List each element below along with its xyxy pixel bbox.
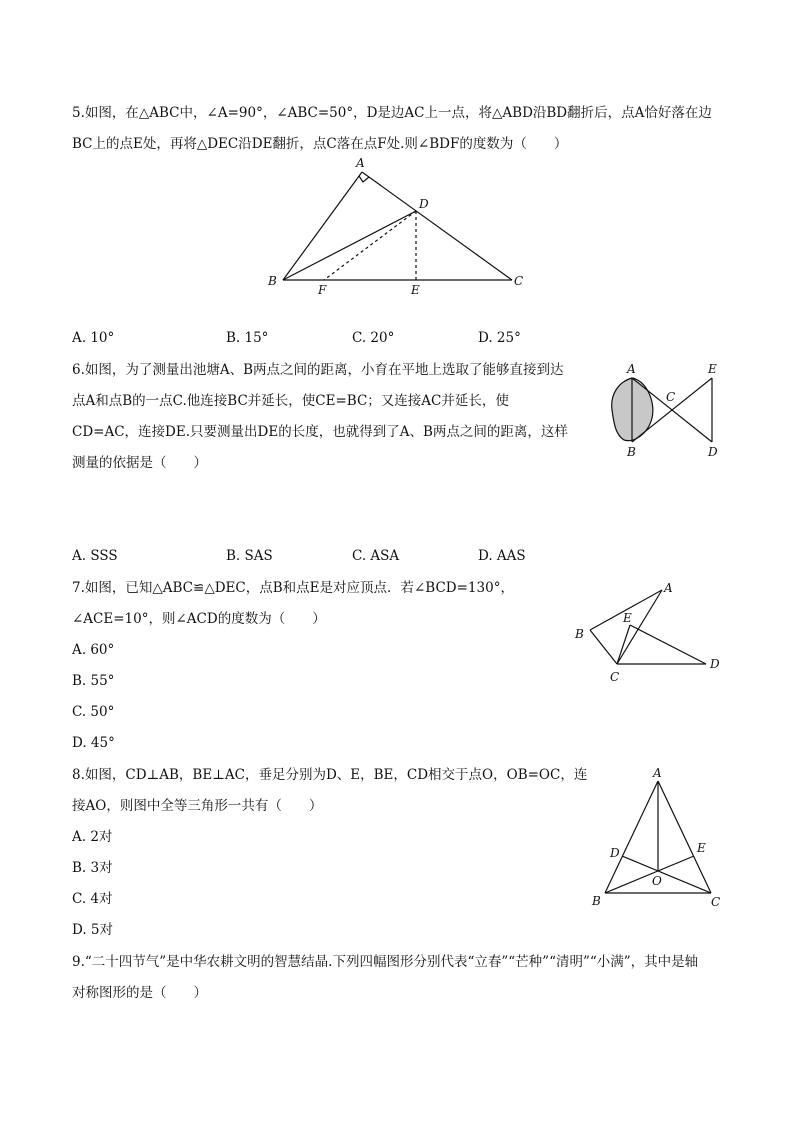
q6-text-line1: 6.如图，为了测量出池塘A、B两点之间的距离，小育在平地上选取了能够直接到达 — [72, 362, 564, 378]
q8-side-ab — [605, 781, 658, 893]
q6-option-d[interactable]: D. AAS — [478, 548, 526, 564]
q5-segment-df — [324, 211, 416, 280]
q6-option-c[interactable]: C. ASA — [352, 548, 400, 564]
q5-option-a[interactable]: A. 10° — [72, 330, 115, 346]
q8-option-a[interactable]: A. 2对 — [72, 829, 113, 845]
q5-side-ac — [362, 172, 512, 280]
q7-option-c[interactable]: C. 50° — [72, 704, 115, 720]
q7-option-b[interactable]: B. 55° — [72, 673, 115, 689]
q5-label-f: F — [318, 283, 327, 297]
q5-label-b: B — [268, 274, 277, 288]
q7-option-a[interactable]: A. 60° — [72, 642, 115, 658]
q8-label-o: O — [652, 874, 662, 888]
q5-option-d[interactable]: D. 25° — [478, 330, 521, 346]
q6-label-a: A — [627, 362, 636, 376]
q6-option-a[interactable]: A. SSS — [72, 548, 118, 564]
q5-option-c[interactable]: C. 20° — [352, 330, 395, 346]
q7-text-line2: ∠ACE=10°，则∠ACD的度数为（ ） — [72, 611, 326, 627]
q8-text-line1: 8.如图，CD⊥AB，BE⊥AC，垂足分别为D、E，BE，CD相交于点O，OB=OC，连 — [72, 767, 588, 783]
q9-text-line1: 9.“二十四节气”是中华农耕文明的智慧结晶.下列四幅图形分别代表“立春”“芒种”“清明”“小满”，其中是轴 — [72, 954, 699, 970]
q5-segment-bd — [283, 211, 416, 280]
q5-label-e: E — [411, 283, 420, 297]
q6-text-line3: CD=AC，连接DE.只要测量出DE的长度，也就得到了A、B两点之间的距离，这样 — [72, 424, 568, 440]
q5-label-d: D — [419, 197, 429, 211]
q8-option-b[interactable]: B. 3对 — [72, 860, 113, 876]
q8-option-c[interactable]: C. 4对 — [72, 891, 113, 907]
q8-label-a: A — [653, 766, 662, 780]
q7-option-d[interactable]: D. 45° — [72, 735, 115, 751]
q5-label-a: A — [356, 156, 365, 170]
q5-option-b[interactable]: B. 15° — [226, 330, 269, 346]
q8-side-ac — [658, 781, 711, 893]
q5-side-ab — [283, 172, 362, 280]
q6-label-d: D — [708, 445, 718, 459]
q7-segment-ce — [617, 625, 630, 664]
q7-text-line1: 7.如图，已知△ABC≌△DEC，点B和点E是对应顶点．若∠BCD=130°， — [72, 580, 514, 596]
q8-option-d[interactable]: D. 5对 — [72, 922, 114, 938]
q6-label-b: B — [627, 445, 636, 459]
q7-label-e: E — [623, 611, 632, 625]
q6-text-line2: 点A和点B的一点C.他连接BC并延长，使CE=BC；又连接AC并延长，使 — [72, 393, 509, 409]
q6-pond — [612, 378, 653, 441]
q7-label-a: A — [664, 581, 673, 595]
q7-segment-bc — [590, 630, 617, 664]
q7-label-c: C — [610, 670, 620, 684]
q8-label-d: D — [610, 846, 620, 860]
q6-label-e: E — [708, 362, 717, 376]
q8-segment-be — [605, 856, 694, 893]
q6-option-b[interactable]: B. SAS — [226, 548, 273, 564]
q5-text-line2: BC上的点E处，再将△DEC沿DE翻折，点C落在点F处.则∠BDF的度数为（ ） — [72, 136, 568, 152]
q7-segment-ca — [617, 590, 662, 664]
q7-label-b: B — [575, 627, 584, 641]
q8-label-b: B — [592, 894, 601, 908]
q5-text-line1: 5.如图，在△ABC中，∠A=90°，∠ABC=50°，D是边AC上一点，将△ABD沿BD翻折后，点A恰好落在边 — [72, 105, 712, 121]
q6-text-line4: 测量的依据是（ ） — [72, 455, 207, 471]
q5-label-c: C — [514, 274, 524, 288]
q6-segment-ad — [632, 378, 712, 442]
q7-segment-ba — [590, 590, 662, 630]
q8-text-line2: 接AO，则图中全等三角形一共有（ ） — [72, 798, 323, 814]
q7-segment-ed — [630, 625, 706, 664]
q9-text-line2: 对称图形的是（ ） — [72, 985, 207, 1001]
q8-label-c: C — [711, 895, 721, 909]
q7-label-d: D — [710, 657, 720, 671]
q6-segment-be — [632, 378, 712, 442]
q8-segment-cd — [622, 856, 711, 893]
q6-label-c: C — [666, 390, 676, 404]
q5-right-angle-mark — [359, 176, 369, 182]
q8-label-e: E — [697, 841, 706, 855]
